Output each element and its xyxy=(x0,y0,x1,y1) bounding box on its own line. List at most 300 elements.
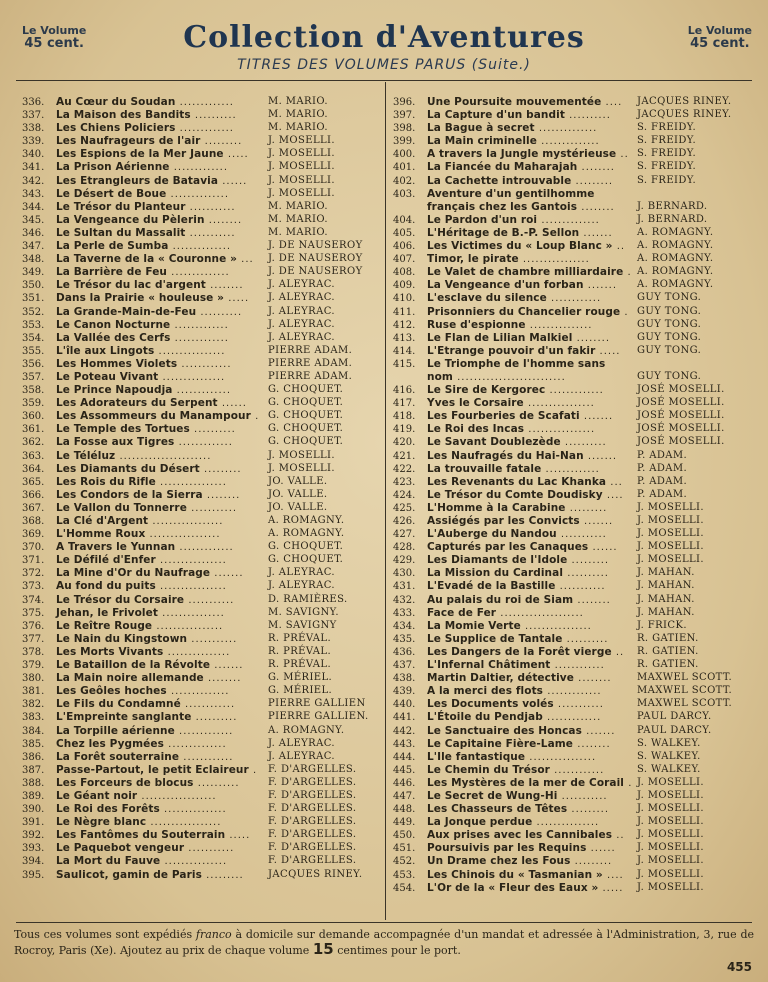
list-item xyxy=(22,684,378,697)
volume-author: J. MOSELLI. xyxy=(268,462,335,474)
leader-dots: .... xyxy=(601,97,623,108)
volume-title: Dans la Prairie « houleuse » xyxy=(56,292,225,305)
volume-title: Le Trésor du lac d'argent xyxy=(56,279,206,292)
leader-dots: ............... xyxy=(160,856,228,868)
volume-author: J. MOSELLI. xyxy=(637,554,704,566)
list-item xyxy=(22,134,378,147)
list-item xyxy=(22,645,378,658)
volume-number: 371. xyxy=(22,555,45,567)
volume-number: 402. xyxy=(393,175,416,187)
leader-dots: ................. xyxy=(146,817,222,829)
leader-dots: .............. xyxy=(166,188,230,200)
volume-number: 373. xyxy=(22,581,45,593)
volume-title: Capturés par les Canaques xyxy=(427,541,589,554)
volume-author: A. ROMAGNY. xyxy=(637,266,714,278)
volume-title: La Bague à secret xyxy=(427,122,535,135)
list-item xyxy=(393,854,753,867)
volume-number: 401. xyxy=(393,162,416,174)
list-item xyxy=(22,435,378,448)
volume-number: 346. xyxy=(22,227,45,239)
volume-author: JOSÉ MOSELLI. xyxy=(637,436,725,448)
volume-author: M. SAVIGNY. xyxy=(268,606,339,618)
page-title: Collection d'Aventures xyxy=(183,20,585,55)
volume-title: Le Téléluz xyxy=(56,449,116,462)
list-item xyxy=(393,147,753,160)
volume-title: La Mission du Cardinal xyxy=(427,567,564,580)
volume-number: 384. xyxy=(22,725,45,737)
leader-dots: .......... xyxy=(189,424,236,436)
list-item xyxy=(393,632,753,645)
volume-number: 422. xyxy=(393,463,416,475)
volume-number: 410. xyxy=(393,293,416,305)
list-item xyxy=(22,750,378,763)
volume-number: 453. xyxy=(393,869,416,881)
leader-dots: .............. xyxy=(536,136,600,148)
list-item xyxy=(393,671,753,684)
volume-title: Les Documents volés xyxy=(427,698,554,711)
volume-title: Les Naufrageurs de l'air xyxy=(56,135,201,148)
list-item xyxy=(22,108,378,121)
volume-author: MAXWEL SCOTT. xyxy=(637,685,733,697)
list-item xyxy=(22,147,378,160)
list-item xyxy=(22,776,378,789)
volume-number: 439. xyxy=(393,686,416,698)
leader-dots: ........... xyxy=(187,633,238,645)
leader-dots: ............... xyxy=(163,646,231,658)
volume-number: 415. xyxy=(393,358,416,370)
volume-author: P. ADAM. xyxy=(637,449,688,461)
leader-dots: ............... xyxy=(158,371,226,383)
leader-dots: ............ xyxy=(177,358,232,370)
volume-author: J. MOSELLI. xyxy=(637,541,704,553)
volume-title: Au Cœur du Soudan xyxy=(56,96,176,108)
volume-title: Les Condors de la Sierra xyxy=(56,488,203,501)
leader-dots: ............ xyxy=(546,293,602,305)
volume-number: 447. xyxy=(393,790,416,802)
list-item xyxy=(22,95,378,108)
volume-title: La Taverne de la « Couronne » xyxy=(56,253,237,266)
volume-number: 432. xyxy=(393,594,416,606)
list-item xyxy=(22,462,378,475)
volume-author: R. PRÉVAL. xyxy=(268,645,332,657)
volume-number: 454. xyxy=(393,882,416,894)
list-item xyxy=(22,160,378,173)
volume-number: 443. xyxy=(393,738,416,750)
top-rule xyxy=(16,80,752,81)
list-item xyxy=(22,121,378,134)
volume-title: La Vengeance du Pèlerin xyxy=(56,213,205,226)
volume-number: 400. xyxy=(393,149,416,161)
volume-author: J. MOSELLI. xyxy=(637,803,704,815)
volume-author: GUY TONG. xyxy=(637,370,702,382)
leader-dots: .............. xyxy=(167,267,230,279)
volume-number: 372. xyxy=(22,568,45,580)
volume-number: 405. xyxy=(393,227,416,239)
list-item xyxy=(22,488,378,501)
leader-dots: ................ xyxy=(155,555,227,567)
volume-title: La Fosse aux Tigres xyxy=(56,436,175,449)
volume-title: Le Canon Nocturne xyxy=(56,318,171,331)
volume-number: 386. xyxy=(22,751,45,763)
list-item xyxy=(393,789,753,802)
volume-number: 436. xyxy=(393,646,416,658)
volume-number: 336. xyxy=(22,97,45,108)
volume-title: Les Victimes du « Loup Blanc » xyxy=(427,240,613,253)
leader-dots: .......... xyxy=(562,633,609,645)
volume-author: J. MOSELLI. xyxy=(637,868,704,880)
leader-dots: ............. xyxy=(542,712,602,724)
volume-title: A Travers le Yunnan xyxy=(56,541,176,554)
volume-title: Les Chiens Policiers xyxy=(56,122,176,135)
volume-title: La Grande-Main-de-Feu xyxy=(56,305,197,318)
volume-title: Au fond du puits xyxy=(56,580,156,593)
volume-number: 409. xyxy=(393,280,416,292)
list-item xyxy=(393,645,753,658)
leader-dots: .......... xyxy=(190,110,237,122)
volume-number: 423. xyxy=(393,476,416,488)
volume-number: 448. xyxy=(393,804,416,816)
volume-number: 360. xyxy=(22,411,45,423)
leader-dots: ................ xyxy=(155,476,227,488)
list-item xyxy=(393,239,753,252)
list-item xyxy=(393,449,753,462)
footer-notice xyxy=(14,928,754,958)
volume-author: PIERRE GALLIEN xyxy=(268,698,366,710)
list-item xyxy=(22,383,378,396)
volume-title: Assiégés par les Convicts xyxy=(427,515,580,527)
volume-author: S. WALKEY. xyxy=(637,763,701,775)
leader-dots: ............. xyxy=(172,385,232,397)
list-item xyxy=(22,318,378,331)
volume-author: J. FRICK. xyxy=(637,619,687,631)
list-item xyxy=(22,566,378,579)
list-item xyxy=(393,344,753,357)
volume-author: F. D'ARGELLES. xyxy=(268,842,357,854)
list-item xyxy=(22,868,378,881)
volume-title: Les Adorateurs du Serpent xyxy=(56,397,218,410)
volume-title: L'Or de la « Fleur des Eaux » xyxy=(427,881,599,894)
volume-author: S. FREIDY. xyxy=(637,148,697,160)
volume-number: 445. xyxy=(393,764,416,776)
volume-author: R. GATIEN. xyxy=(637,659,699,671)
leader-dots: ........... xyxy=(557,790,608,802)
volume-title: Le Savant Doublezède xyxy=(427,436,561,449)
volume-number: 370. xyxy=(22,542,45,554)
volume-author: JACQUES RINEY. xyxy=(637,96,732,107)
list-item xyxy=(393,475,753,488)
volume-author: J. DE NAUSEROY xyxy=(268,253,363,265)
volume-number: 451. xyxy=(393,843,416,855)
list-item xyxy=(22,828,378,841)
volume-number: 352. xyxy=(22,306,45,318)
volume-title: La Mine d'Or du Naufrage xyxy=(56,567,211,580)
list-item xyxy=(22,527,378,540)
volume-title: Le Trésor du Planteur xyxy=(56,200,186,213)
list-item xyxy=(22,370,378,383)
volume-number: 414. xyxy=(393,345,416,357)
volume-title: Le Sanctuaire des Honcas xyxy=(427,724,582,737)
volume-title: La Maison des Bandits xyxy=(56,109,191,122)
list-item xyxy=(393,593,753,606)
list-item xyxy=(22,802,378,815)
volume-title: La Capture d'un bandit xyxy=(427,109,565,122)
leader-dots: .......... xyxy=(196,306,243,318)
volume-author: J. MAHAN. xyxy=(637,606,695,618)
volume-author: S. FREIDY. xyxy=(637,122,697,134)
volume-number: 433. xyxy=(393,607,416,619)
volume-number: 337. xyxy=(22,110,45,122)
list-item xyxy=(393,488,753,501)
volume-author: R. PRÉVAL. xyxy=(268,632,332,644)
volume-title: L'Etrange pouvoir d'un fakir xyxy=(427,344,596,357)
leader-dots: ........ xyxy=(577,162,615,174)
volume-title: Le Sultan du Massalit xyxy=(56,226,186,239)
list-item xyxy=(22,409,378,422)
volume-title: Le Roi des Forêts xyxy=(56,803,160,816)
list-item xyxy=(393,160,753,173)
list-item xyxy=(393,815,753,828)
footer-text-1: Tous ces volumes sont expédiés xyxy=(14,928,193,941)
volume-author: R. GATIEN. xyxy=(637,632,699,644)
list-item xyxy=(393,540,753,553)
leader-dots: ............... xyxy=(157,607,225,619)
leader-dots: ...... xyxy=(586,843,616,855)
leader-dots: .... xyxy=(602,489,624,501)
volume-author: P. ADAM. xyxy=(637,462,688,474)
list-item xyxy=(393,501,753,514)
leader-dots: ............ xyxy=(549,764,605,776)
leader-dots: . xyxy=(624,777,633,789)
list-item xyxy=(393,200,753,213)
price-corner-right-line2: 45 cent. xyxy=(690,36,750,51)
price-corner-left-line2: 45 cent. xyxy=(24,36,84,51)
leader-dots: ....... xyxy=(210,568,244,580)
volume-author: J. MOSELLI. xyxy=(637,855,704,867)
volume-title: La Momie Verte xyxy=(427,619,521,632)
leader-dots: ........ xyxy=(202,489,241,501)
list-item xyxy=(393,724,753,737)
volume-number: 388. xyxy=(22,777,45,789)
volume-author: J. MOSELLI. xyxy=(637,501,704,513)
volume-title: Saulicot, gamin de Paris xyxy=(56,868,202,881)
volume-title: Passe-Partout, le petit Eclaireur xyxy=(56,763,249,776)
leader-dots: ................ xyxy=(525,751,597,763)
volume-number: 345. xyxy=(22,214,45,226)
volume-title: Les Diamants de l'Idole xyxy=(427,554,568,567)
volume-number: 394. xyxy=(22,856,45,868)
volume-title: Ruse d'espionne xyxy=(427,318,526,331)
volume-title: Les Assommeurs du Manampour xyxy=(56,410,251,423)
leader-dots: . xyxy=(620,306,629,318)
leader-dots: ........ xyxy=(204,214,243,226)
volume-number: 404. xyxy=(393,214,416,226)
volume-author: J. BERNARD. xyxy=(637,213,708,225)
volume-title: La Perle de Sumba xyxy=(56,240,169,253)
volume-title: L'Auberge du Nandou xyxy=(427,528,557,541)
volume-author: J. MOSELLI. xyxy=(268,449,335,461)
volume-author: J. ALEYRAC. xyxy=(268,737,335,749)
volume-title: La Vengeance d'un forban xyxy=(427,279,584,292)
list-item xyxy=(22,396,378,409)
leader-dots: ........ xyxy=(573,594,611,606)
volume-number: 398. xyxy=(393,123,416,135)
volume-number: 368. xyxy=(22,516,45,527)
volume-author: J. MOSELLI. xyxy=(637,789,704,801)
leader-dots: ......... xyxy=(571,175,614,187)
volume-title: L'Homme à la Carabine xyxy=(427,501,566,514)
leader-dots: ... xyxy=(606,476,623,488)
volume-author: PAUL DARCY. xyxy=(637,724,712,736)
list-item xyxy=(22,226,378,239)
leader-dots: ........... xyxy=(184,594,235,606)
list-item xyxy=(22,239,378,252)
volume-number: 403. xyxy=(393,188,416,200)
leader-dots: ............... xyxy=(525,319,593,331)
list-item xyxy=(22,593,378,606)
volume-author: A. ROMAGNY. xyxy=(268,515,345,526)
volume-title: Chez les Pygmées xyxy=(56,737,164,750)
leader-dots: .......... xyxy=(560,437,607,449)
leader-dots: ....... xyxy=(581,725,616,737)
volume-author: PIERRE GALLIEN. xyxy=(268,711,369,723)
list-item xyxy=(393,710,753,723)
leader-dots: ............. xyxy=(175,123,234,135)
volume-number: 437. xyxy=(393,660,416,672)
volume-number: 434. xyxy=(393,620,416,632)
list-item xyxy=(393,226,753,239)
leader-dots: ......... xyxy=(199,463,242,475)
list-item xyxy=(22,357,378,370)
list-item xyxy=(393,750,753,763)
list-item xyxy=(22,606,378,619)
volume-author: A. ROMAGNY. xyxy=(637,253,714,265)
volume-number: 365. xyxy=(22,476,45,488)
volume-author: J. ALEYRAC. xyxy=(268,750,335,762)
volume-author: J. MOSELLI. xyxy=(637,816,704,828)
leader-dots: ........ xyxy=(203,673,242,685)
volume-title: Le Triomphe de l'homme sans xyxy=(427,357,606,370)
volume-number: 344. xyxy=(22,201,45,213)
volume-title: Poursuivis par les Requins xyxy=(427,842,587,855)
volume-number: 411. xyxy=(393,306,416,318)
volume-author: J. MOSELLI. xyxy=(637,842,704,854)
leader-dots: .............. xyxy=(166,686,230,698)
leader-dots: ............ xyxy=(550,660,605,672)
volume-number: 390. xyxy=(22,804,45,816)
volume-number: 431. xyxy=(393,581,416,593)
volume-title: Le Trésor du Corsaire xyxy=(56,593,185,606)
leader-dots: . xyxy=(250,411,260,423)
volume-author: P. ADAM. xyxy=(637,475,688,487)
volume-title: La Fiancée du Maharajah xyxy=(427,161,578,174)
list-item xyxy=(393,396,753,409)
leader-dots: .......... xyxy=(563,568,609,580)
volume-number: 444. xyxy=(393,751,416,763)
list-item xyxy=(22,579,378,592)
volume-author: JOSÉ MOSELLI. xyxy=(637,410,725,422)
volume-author: PIERRE ADAM. xyxy=(268,344,353,356)
leader-dots: . xyxy=(623,267,632,279)
volume-author: M. MARIO. xyxy=(268,122,328,134)
list-item xyxy=(22,671,378,684)
leader-dots: . xyxy=(248,764,258,776)
volume-number: 442. xyxy=(393,725,416,737)
volume-author: JO. VALLE. xyxy=(268,501,328,513)
volume-author: G. CHOQUET. xyxy=(268,410,344,422)
leader-dots: .............. xyxy=(163,738,227,750)
volume-number: 367. xyxy=(22,502,45,514)
list-item xyxy=(393,868,753,881)
volume-title: L'Héritage de B.-P. Sellon xyxy=(427,226,580,239)
leader-dots: .............. xyxy=(168,241,232,253)
volume-author: S. WALKEY. xyxy=(637,750,701,762)
leader-dots: ......... xyxy=(567,555,610,567)
volume-title: Le Désert de Boue xyxy=(56,187,167,200)
volume-number: 347. xyxy=(22,241,45,253)
volume-author: GUY TONG. xyxy=(637,292,702,304)
volume-title: Les Etrangleurs de Batavia xyxy=(56,174,219,187)
volume-number: 396. xyxy=(393,97,416,108)
list-item xyxy=(393,331,753,344)
left-column xyxy=(22,95,378,881)
volume-title: A la merci des flots xyxy=(427,685,544,698)
volume-number: 350. xyxy=(22,280,45,292)
leader-dots: ................ xyxy=(523,398,595,410)
leader-dots: .. xyxy=(616,149,629,161)
leader-dots: ............ xyxy=(180,699,236,711)
volume-number: 412. xyxy=(393,319,416,331)
volume-author: G. CHOQUET. xyxy=(268,423,344,435)
volume-number: 429. xyxy=(393,555,416,567)
list-item xyxy=(22,291,378,304)
list-item xyxy=(22,174,378,187)
list-item xyxy=(393,187,753,200)
volume-author: JO. VALLE. xyxy=(268,475,328,487)
volume-title: L'Étoile du Pendjab xyxy=(427,711,543,724)
list-item xyxy=(393,291,753,304)
list-item xyxy=(22,737,378,750)
leader-dots: ...... xyxy=(588,542,618,554)
volume-title: Les Diamants du Désert xyxy=(56,462,200,475)
leader-dots: .................... xyxy=(496,607,584,619)
volume-author: M. SAVIGNY xyxy=(268,619,337,631)
list-item xyxy=(393,776,753,789)
leader-dots: ........... xyxy=(185,227,236,239)
leader-dots: ....... xyxy=(210,660,244,672)
volume-title: Au palais du roi de Siam xyxy=(427,593,574,606)
volume-author: J. ALEYRAC. xyxy=(268,567,335,579)
volume-author: R. PRÉVAL. xyxy=(268,659,332,671)
volume-number: 395. xyxy=(22,869,45,881)
leader-dots: ... xyxy=(237,254,254,266)
leader-dots: ............. xyxy=(170,332,229,344)
leader-dots: ........ xyxy=(577,201,615,213)
leader-dots: ........ xyxy=(573,673,612,685)
volume-title: La Clé d'Argent xyxy=(56,515,149,527)
volume-title: Le Pardon d'un roi xyxy=(427,213,538,226)
volume-author: J. MAHAN. xyxy=(637,593,695,605)
leader-dots: ............ xyxy=(179,751,234,763)
volume-title: La Forêt souterraine xyxy=(56,750,180,763)
list-item xyxy=(393,409,753,422)
list-item xyxy=(393,881,753,894)
volume-number: 354. xyxy=(22,332,45,344)
volume-author: JOSÉ MOSELLI. xyxy=(637,384,725,396)
volume-author: J. ALEYRAC. xyxy=(268,318,335,330)
list-item xyxy=(393,305,753,318)
right-column xyxy=(393,95,753,894)
volume-number: 421. xyxy=(393,450,416,462)
